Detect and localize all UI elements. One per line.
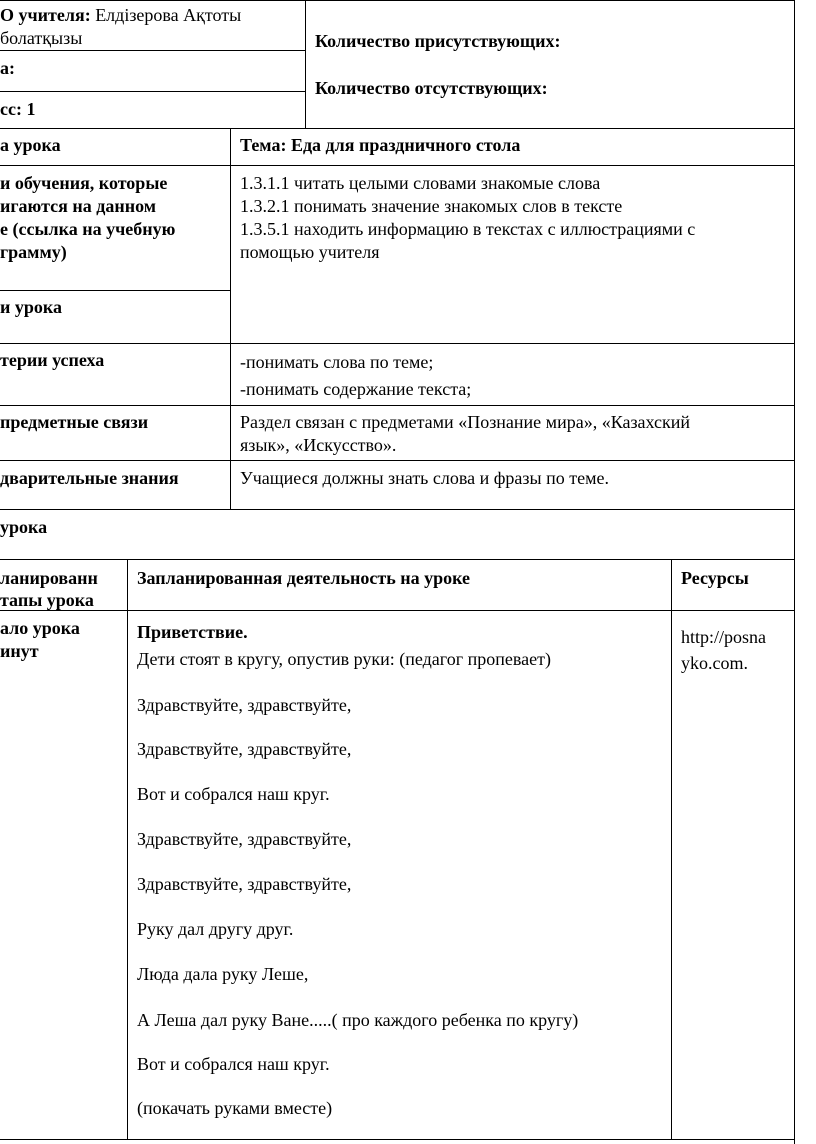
resource-link-line1[interactable]: http://posna xyxy=(681,627,766,647)
col-divider-resources xyxy=(671,559,672,1140)
links-line1: Раздел связан с предметами «Познание мира», «Казахский xyxy=(240,412,691,432)
activity-line: Вот и собрался наш круг. xyxy=(137,784,330,804)
activity-title: Приветствие. xyxy=(137,622,248,642)
objective-3: 1.3.5.1 находить информацию в текстах с иллюстрациями с xyxy=(240,219,696,239)
plan-col3-header: Ресурсы xyxy=(681,568,749,588)
teacher-name: Елдізерова Ақтоты xyxy=(95,5,242,25)
row-divider-links xyxy=(0,405,795,406)
teacher-label: О учителя: xyxy=(0,5,91,25)
activity-line: Люда дала руку Леше, xyxy=(137,964,309,984)
activity-line: Вот и собрался наш круг. xyxy=(137,1054,330,1074)
class-label: сс: 1 xyxy=(0,99,36,119)
col-divider-stage xyxy=(127,559,128,1140)
header-divider-h1 xyxy=(0,50,305,51)
links-line2: язык», «Искусство». xyxy=(240,435,397,455)
plan-col1-header-line2: тапы урока xyxy=(0,590,94,610)
header-divider-h2 xyxy=(0,91,305,92)
criterion-2: -понимать содержание текста; xyxy=(240,379,472,399)
activity-line: Руку дал другу друг. xyxy=(137,919,294,939)
criteria-label: терии успеха xyxy=(0,350,105,370)
row-divider-criteria xyxy=(0,343,795,344)
table-border-bottom xyxy=(0,1139,795,1140)
prior-knowledge-text: Учащиеся должны знать слова и фразы по теме. xyxy=(240,468,609,488)
teacher-name-line2: болатқызы xyxy=(0,28,83,48)
objective-2: 1.3.2.1 понимать значение знакомых слов в тексте xyxy=(240,196,623,216)
goals-label: и урока xyxy=(0,297,62,317)
row-divider-lesson xyxy=(0,128,795,129)
objectives-label-line3: е (ссылка на учебную xyxy=(0,219,176,239)
objective-3-cont: помощью учителя xyxy=(240,242,380,262)
activity-line: Здравствуйте, здравствуйте, xyxy=(137,739,352,759)
objectives-label-line1: и обучения, которые xyxy=(0,173,168,193)
prior-knowledge-label: дварительные знания xyxy=(0,468,179,488)
activity-line: Здравствуйте, здравствуйте, xyxy=(137,695,352,715)
plan-col1-header-line1: ланированн xyxy=(0,568,98,588)
row-divider-plan-header xyxy=(0,559,795,560)
row-divider-course xyxy=(0,509,795,510)
activity-line: Дети стоят в кругу, опустив руки: (педагог пропевает) xyxy=(137,649,551,669)
objective-1: 1.3.1.1 читать целыми словами знакомые слова xyxy=(240,173,601,193)
lesson-topic: Тема: Еда для праздничного стола xyxy=(240,135,521,155)
present-count-label: Количество присутствующих: xyxy=(315,31,561,51)
resource-link-line2[interactable]: yko.com. xyxy=(681,653,748,673)
activity-line: (покачать руками вместе) xyxy=(137,1098,333,1118)
row-divider-plan-body xyxy=(0,610,795,611)
teacher-field xyxy=(0,4,241,27)
plan-col2-header: Запланированная деятельность на уроке xyxy=(137,568,471,588)
row2-label: а: xyxy=(0,58,15,78)
row-divider-prior xyxy=(0,460,795,461)
table-border-top xyxy=(0,0,795,1)
row-divider-goals xyxy=(0,290,230,291)
table-border-right xyxy=(794,0,795,1144)
criterion-1: -понимать слова по теме; xyxy=(240,352,434,372)
col-divider-main xyxy=(230,128,231,509)
objectives-label-line2: игаются на данном xyxy=(0,196,156,216)
course-label: урока xyxy=(0,517,48,537)
stage-label-line2: инут xyxy=(0,641,39,661)
activity-line: А Леша дал руку Ване.....( про каждого ребенка по кругу) xyxy=(137,1010,579,1030)
activity-line: Здравствуйте, здравствуйте, xyxy=(137,829,352,849)
links-label: предметные связи xyxy=(0,412,149,432)
stage-label-line1: ало урока xyxy=(0,618,80,638)
header-divider-vertical xyxy=(305,0,306,128)
lesson-label: а урока xyxy=(0,135,61,155)
activity-line: Здравствуйте, здравствуйте, xyxy=(137,874,352,894)
objectives-label-line4: грамму) xyxy=(0,242,67,262)
absent-count-label: Количество отсутствующих: xyxy=(315,78,548,98)
row-divider-objectives xyxy=(0,165,795,166)
